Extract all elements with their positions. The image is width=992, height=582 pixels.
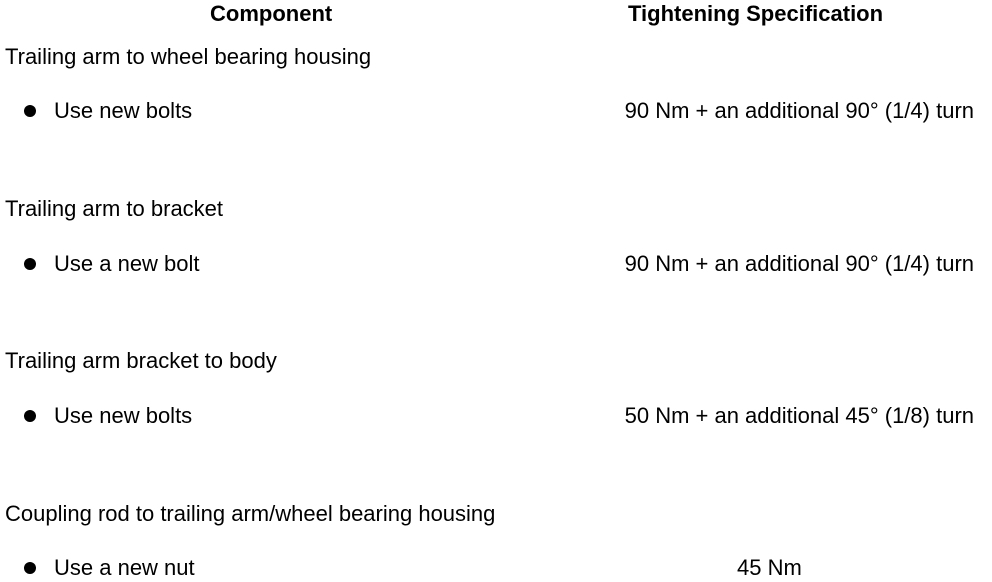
component-name: Trailing arm to bracket — [5, 196, 224, 221]
bullet-icon — [24, 105, 36, 117]
spec-row — [0, 251, 992, 277]
component-note: Use new bolts — [54, 98, 193, 123]
bullet-icon — [24, 258, 36, 270]
component-name: Coupling rod to trailing arm/wheel bearing housing — [5, 501, 496, 526]
tightening-spec: 90 Nm + an additional 90° (1/4) turn — [624, 98, 974, 123]
component-name: Trailing arm bracket to body — [5, 348, 277, 373]
component-note: Use new bolts — [54, 403, 193, 428]
component-name: Trailing arm to wheel bearing housing — [5, 44, 372, 69]
spec-row — [0, 98, 992, 124]
tightening-spec: 45 Nm — [737, 555, 802, 580]
column-header-tightening-specification: Tightening Specification — [628, 1, 884, 26]
spec-row — [0, 403, 992, 429]
component-note: Use a new bolt — [54, 251, 200, 276]
bullet-icon — [24, 562, 36, 574]
tightening-spec: 90 Nm + an additional 90° (1/4) turn — [624, 251, 974, 276]
column-header-component: Component — [210, 1, 333, 26]
tightening-spec: 50 Nm + an additional 45° (1/8) turn — [624, 403, 974, 428]
component-note: Use a new nut — [54, 555, 195, 580]
spec-row — [0, 555, 992, 581]
bullet-icon — [24, 410, 36, 422]
